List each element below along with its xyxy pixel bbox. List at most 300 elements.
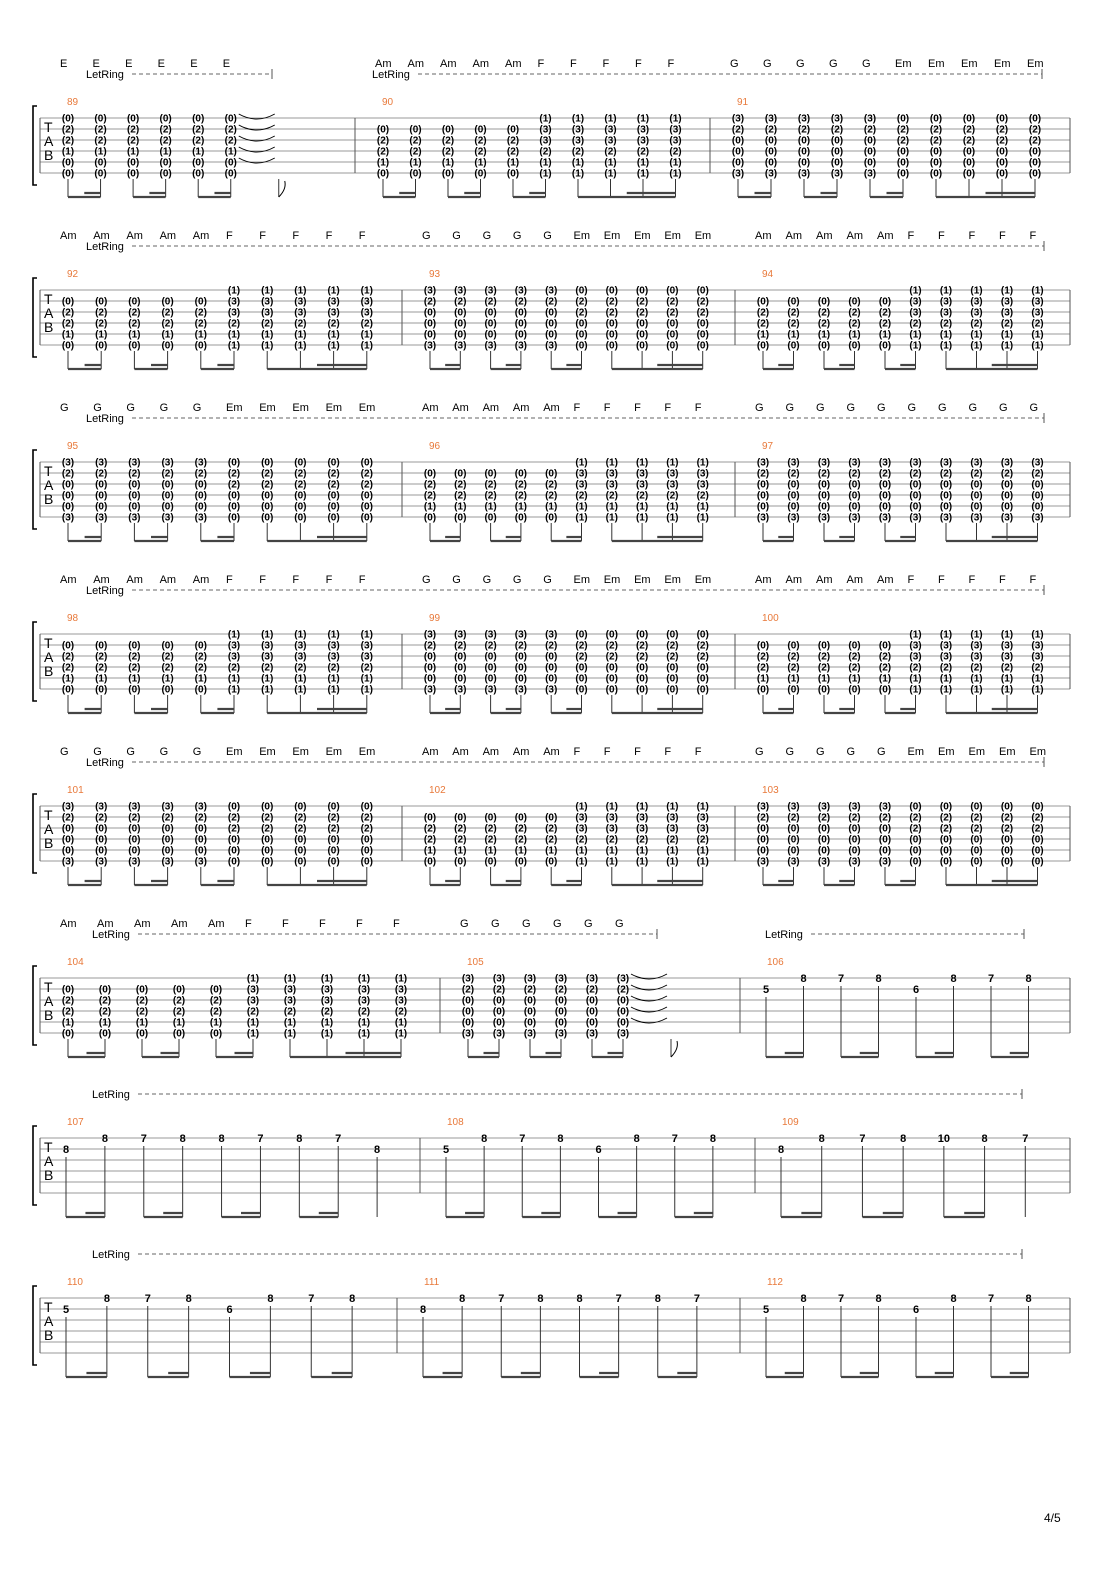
- fret-number: (0): [605, 318, 618, 330]
- fret-number: (2): [394, 1006, 408, 1018]
- fret-number: (1): [441, 157, 455, 169]
- fret-number: (0): [454, 318, 467, 330]
- tab-clef-letter: B: [44, 491, 54, 507]
- fret-number: (3): [95, 457, 108, 469]
- fret-number: (0): [227, 834, 241, 846]
- fret-number: (0): [94, 157, 107, 169]
- fret-number: 7: [308, 1293, 315, 1305]
- chord-name: F: [694, 746, 702, 758]
- fret-number: (0): [635, 673, 649, 685]
- fret-number: (0): [454, 662, 467, 674]
- tab-system: [33, 58, 1070, 197]
- fret-number: (1): [848, 673, 861, 685]
- chord-name: Am: [407, 58, 424, 70]
- fret-number: (0): [261, 856, 274, 868]
- fret-number: (3): [227, 307, 241, 319]
- chord-name: Am: [877, 574, 894, 586]
- fret-number: (3): [545, 629, 558, 641]
- fret-number: (0): [962, 113, 976, 125]
- fret-number: (2): [327, 479, 340, 491]
- fret-number: (0): [261, 845, 274, 857]
- fret-number: (2): [830, 124, 844, 136]
- fret-number: (2): [360, 468, 373, 480]
- fret-number: (2): [1000, 812, 1014, 824]
- fret-number: (3): [128, 801, 141, 813]
- fret-number: (3): [423, 340, 437, 352]
- fret-number: (0): [635, 285, 649, 297]
- fret-number: (3): [545, 684, 558, 696]
- fret-number: 7: [1022, 1133, 1029, 1145]
- fret-number: (0): [995, 113, 1009, 125]
- fret-number: (1): [327, 684, 340, 696]
- chord-name: Em: [634, 574, 651, 586]
- fret-number: (1): [327, 329, 340, 341]
- fret-number: (0): [360, 834, 373, 846]
- fret-number: (0): [360, 490, 373, 502]
- fret-number: (1): [394, 973, 408, 985]
- fret-number: (0): [585, 995, 599, 1007]
- chord-name: G: [938, 402, 947, 414]
- let-ring-label: LetRing: [86, 69, 124, 81]
- chord-name: Em: [226, 402, 243, 414]
- fret-number: (0): [896, 157, 910, 169]
- chord-name: G: [422, 230, 431, 242]
- fret-number: (1): [1031, 673, 1044, 685]
- fret-number: (2): [294, 812, 307, 824]
- fret-number: (0): [848, 845, 861, 857]
- fret-number: 7: [144, 1293, 151, 1305]
- fret-number: (3): [261, 651, 274, 663]
- fret-number: (2): [797, 124, 811, 136]
- fret-number: (2): [360, 662, 373, 674]
- fret-number: (2): [970, 823, 983, 835]
- fret-number: (2): [756, 812, 770, 824]
- fret-number: (1): [283, 973, 297, 985]
- fret-number: (0): [327, 457, 340, 469]
- fret-number: (3): [283, 995, 297, 1007]
- fret-number: (1): [575, 801, 588, 813]
- fret-number: (0): [1000, 501, 1014, 513]
- fret-number: (2): [1000, 318, 1014, 330]
- fret-number: (2): [192, 135, 205, 147]
- fret-number: (2): [360, 812, 373, 824]
- fret-number: (2): [441, 146, 455, 158]
- fret-number: (3): [320, 984, 334, 996]
- fret-number: (0): [227, 490, 241, 502]
- fret-number: (2): [95, 318, 108, 330]
- fret-number: 8: [537, 1293, 544, 1305]
- fret-number: (3): [787, 457, 800, 469]
- fret-number: (0): [787, 834, 800, 846]
- fret-number: 8: [777, 1144, 785, 1156]
- chord-name: G: [796, 58, 805, 70]
- fret-number: (2): [224, 135, 237, 147]
- fret-number: (2): [98, 995, 112, 1007]
- fret-number: (3): [764, 168, 778, 180]
- chord-name: G: [763, 58, 772, 70]
- fret-number: (3): [523, 973, 537, 985]
- fret-number: (1): [294, 340, 307, 352]
- fret-number: (2): [863, 124, 877, 136]
- fret-number: (0): [484, 856, 497, 868]
- fret-number: (1): [357, 1017, 371, 1029]
- fret-number: (0): [454, 512, 467, 524]
- fret-number: (0): [194, 845, 207, 857]
- tab-system: [33, 1249, 1070, 1377]
- fret-number: (0): [787, 845, 800, 857]
- fret-number: (3): [1031, 296, 1044, 308]
- fret-number: (3): [863, 168, 877, 180]
- fret-number: (0): [635, 629, 649, 641]
- fret-number: (2): [209, 995, 223, 1007]
- fret-number: (3): [554, 973, 568, 985]
- fret-number: (0): [878, 640, 892, 652]
- fret-number: 8: [218, 1133, 225, 1145]
- chord-name: F: [907, 230, 915, 242]
- fret-number: (0): [376, 168, 390, 180]
- fret-number: (0): [797, 157, 811, 169]
- fret-number: (3): [1031, 457, 1044, 469]
- fret-number: (2): [61, 662, 75, 674]
- chord-name: F: [634, 402, 641, 414]
- chord-name: G: [482, 574, 492, 586]
- fret-number: (2): [61, 995, 75, 1007]
- fret-number: (0): [995, 146, 1009, 158]
- fret-number: (1): [939, 684, 953, 696]
- fret-number: (2): [575, 640, 588, 652]
- fret-number: (0): [616, 1017, 630, 1029]
- fret-number: (1): [360, 329, 373, 341]
- fret-number: (2): [1031, 468, 1044, 480]
- tab-system: [33, 918, 1070, 1057]
- fret-number: (3): [731, 168, 745, 180]
- chord-name: G: [846, 746, 856, 758]
- tab-clef-letter: T: [44, 1139, 53, 1155]
- fret-number: (0): [635, 340, 649, 352]
- fret-number: (0): [1000, 801, 1014, 813]
- chord-name: Em: [358, 402, 376, 414]
- fret-number: (3): [939, 457, 953, 469]
- fret-number: (3): [605, 812, 618, 824]
- fret-number: (1): [1000, 329, 1014, 341]
- fret-number: 8: [459, 1293, 466, 1305]
- chord-name: Em: [325, 746, 343, 758]
- fret-number: (0): [787, 640, 800, 652]
- fret-number: (2): [161, 318, 174, 330]
- chord-name: F: [325, 230, 333, 242]
- fret-number: (0): [61, 340, 75, 352]
- fret-number: (2): [61, 651, 75, 663]
- chord-name: F: [259, 230, 266, 242]
- fret-number: (2): [1028, 124, 1042, 136]
- chord-name: Am: [93, 574, 110, 586]
- fret-number: (0): [514, 329, 528, 341]
- fret-number: (2): [756, 651, 770, 663]
- fret-number: (0): [227, 845, 241, 857]
- fret-number: (2): [878, 651, 892, 663]
- fret-number: (2): [484, 479, 497, 491]
- fret-number: (0): [878, 490, 892, 502]
- fret-number: 8: [800, 973, 807, 985]
- chord-name: G: [159, 746, 169, 758]
- chord-name: G: [862, 58, 871, 70]
- chord-name: G: [816, 746, 825, 758]
- fret-number: (3): [1000, 307, 1014, 319]
- fret-number: (1): [128, 329, 141, 341]
- fret-number: (1): [1031, 684, 1044, 696]
- fret-number: (0): [514, 812, 528, 824]
- fret-number: (0): [194, 834, 207, 846]
- fret-number: (0): [454, 651, 467, 663]
- tab-systems: [33, 58, 1070, 1377]
- fret-number: (2): [514, 296, 528, 308]
- fret-number: (2): [61, 135, 75, 147]
- fret-number: (0): [209, 1028, 223, 1040]
- fret-number: (3): [939, 651, 953, 663]
- fret-number: (1): [227, 285, 241, 297]
- fret-number: (1): [909, 340, 922, 352]
- chord-name: Em: [603, 230, 621, 242]
- fret-number: (1): [376, 157, 390, 169]
- fret-number: (2): [192, 124, 205, 136]
- chord-name: Em: [938, 746, 955, 758]
- fret-number: (2): [327, 318, 340, 330]
- fret-number: (0): [423, 812, 437, 824]
- measure-number: 111: [424, 1277, 440, 1288]
- fret-number: (3): [454, 340, 467, 352]
- fret-number: (0): [454, 673, 467, 685]
- chord-name: E: [190, 58, 198, 70]
- fret-number: (0): [605, 340, 618, 352]
- fret-number: (2): [962, 124, 976, 136]
- chord-name: G: [159, 402, 169, 414]
- fret-number: (2): [506, 146, 520, 158]
- fret-number: (3): [423, 684, 437, 696]
- fret-number: (1): [575, 457, 588, 469]
- fret-number: (2): [787, 318, 800, 330]
- fret-number: (3): [756, 457, 770, 469]
- fret-number: (0): [128, 296, 141, 308]
- fret-number: (0): [194, 479, 207, 491]
- fret-number: (0): [817, 490, 831, 502]
- fret-number: (0): [514, 673, 528, 685]
- fret-number: (0): [605, 662, 618, 674]
- fret-number: (1): [261, 329, 274, 341]
- fret-number: (3): [848, 801, 861, 813]
- fret-number: (0): [95, 845, 108, 857]
- fret-number: (2): [294, 823, 307, 835]
- chord-name: G: [460, 918, 469, 930]
- fret-number: (3): [360, 307, 373, 319]
- fret-number: (2): [126, 135, 140, 147]
- fret-number: (1): [1031, 629, 1044, 641]
- fret-number: (2): [545, 479, 558, 491]
- fret-number: 7: [257, 1133, 264, 1145]
- tab-clef-letter: A: [44, 993, 54, 1009]
- chord-name: F: [356, 918, 363, 930]
- fret-number: (0): [61, 640, 75, 652]
- chord-name: G: [512, 230, 522, 242]
- fret-number: (1): [635, 856, 649, 868]
- fret-number: (0): [635, 329, 649, 341]
- chord-name: Em: [226, 746, 243, 758]
- fret-number: (0): [159, 168, 172, 180]
- fret-number: 6: [912, 984, 920, 996]
- fret-number: (1): [817, 329, 831, 341]
- fret-number: (3): [585, 1028, 599, 1040]
- fret-number: (3): [492, 1028, 506, 1040]
- fret-number: (3): [666, 823, 679, 835]
- fret-number: (2): [159, 124, 172, 136]
- chord-name: G: [491, 918, 500, 930]
- fret-number: (0): [554, 1017, 568, 1029]
- chord-name: F: [573, 402, 581, 414]
- fret-number: (3): [360, 296, 373, 308]
- fret-number: (0): [817, 501, 831, 513]
- chord-name: G: [452, 230, 461, 242]
- let-ring-label: LetRing: [92, 929, 130, 941]
- fret-number: (0): [878, 340, 892, 352]
- fret-number: 7: [693, 1293, 700, 1305]
- fret-number: (0): [454, 307, 467, 319]
- fret-number: (0): [909, 501, 922, 513]
- fret-number: (0): [787, 684, 800, 696]
- fret-number: (1): [1031, 340, 1044, 352]
- chord-name: G: [968, 402, 978, 414]
- fret-number: (1): [246, 973, 260, 985]
- fret-number: (1): [909, 684, 922, 696]
- fret-number: (3): [909, 640, 922, 652]
- fret-number: (1): [635, 845, 649, 857]
- chord-name: Em: [259, 746, 276, 758]
- fret-number: (0): [545, 651, 558, 663]
- fret-number: (0): [461, 1006, 475, 1018]
- fret-number: (2): [666, 834, 679, 846]
- fret-number: (2): [227, 812, 241, 824]
- chord-name: Em: [1027, 58, 1044, 70]
- fret-number: (2): [409, 135, 422, 147]
- fret-number: (0): [294, 845, 307, 857]
- system-bracket: [33, 622, 37, 701]
- fret-number: 8: [900, 1133, 907, 1145]
- fret-number: (0): [128, 340, 141, 352]
- fret-number: (0): [696, 340, 709, 352]
- fret-number: (0): [484, 512, 497, 524]
- fret-number: (3): [514, 340, 528, 352]
- fret-number: (2): [161, 812, 174, 824]
- fret-number: (1): [95, 329, 108, 341]
- fret-number: (3): [357, 995, 371, 1007]
- chord-name: E: [157, 58, 165, 70]
- fret-number: (2): [575, 296, 588, 308]
- fret-number: (0): [666, 629, 679, 641]
- fret-number: (0): [161, 490, 174, 502]
- fret-number: (3): [970, 296, 983, 308]
- fret-number: (2): [571, 146, 585, 158]
- fret-number: (2): [61, 812, 75, 824]
- fret-number: (0): [1031, 490, 1044, 502]
- fret-number: (1): [294, 629, 307, 641]
- fret-number: (0): [327, 801, 340, 813]
- fret-number: (2): [227, 823, 241, 835]
- fret-number: (0): [585, 1006, 599, 1018]
- fret-number: (0): [909, 490, 922, 502]
- chord-name: Em: [292, 746, 309, 758]
- chord-name: Em: [325, 402, 343, 414]
- fret-number: (2): [575, 834, 588, 846]
- fret-number: (1): [1000, 629, 1014, 641]
- fret-number: (3): [878, 856, 892, 868]
- fret-number: (2): [878, 812, 892, 824]
- fret-number: (2): [227, 468, 241, 480]
- fret-number: (2): [635, 834, 649, 846]
- fret-number: (0): [787, 479, 800, 491]
- fret-number: (1): [294, 673, 307, 685]
- fret-number: (0): [939, 501, 953, 513]
- fret-number: (3): [554, 1028, 568, 1040]
- fret-number: (2): [454, 479, 467, 491]
- chord-name: Em: [961, 58, 978, 70]
- fret-number: (3): [327, 651, 340, 663]
- fret-number: (2): [787, 662, 800, 674]
- tab-system: [33, 574, 1070, 713]
- fret-number: (2): [360, 823, 373, 835]
- fret-number: 7: [615, 1293, 622, 1305]
- fret-number: (1): [327, 285, 340, 297]
- fret-number: (3): [616, 973, 630, 985]
- fret-number: (3): [830, 113, 844, 125]
- fret-number: (2): [135, 995, 149, 1007]
- fret-number: 8: [818, 1133, 825, 1145]
- fret-number: (2): [962, 135, 976, 147]
- fret-number: (0): [929, 168, 943, 180]
- fret-number: (0): [1028, 157, 1042, 169]
- chord-name: G: [126, 746, 135, 758]
- fret-number: (0): [817, 479, 831, 491]
- fret-number: (0): [454, 812, 467, 824]
- fret-number: (1): [666, 501, 679, 513]
- chord-name: F: [292, 230, 300, 242]
- fret-number: (1): [394, 1017, 408, 1029]
- measure-number: 107: [67, 1117, 84, 1128]
- chord-name: Am: [482, 402, 500, 414]
- fret-number: (2): [909, 318, 922, 330]
- chord-name: Am: [785, 574, 802, 586]
- fret-number: (1): [575, 856, 588, 868]
- chord-name: Em: [1029, 746, 1046, 758]
- fret-number: (3): [261, 307, 274, 319]
- chord-name: Am: [472, 58, 489, 70]
- fret-number: (0): [605, 629, 618, 641]
- fret-number: (0): [878, 823, 892, 835]
- fret-number: (0): [514, 856, 528, 868]
- fret-number: (2): [454, 296, 467, 308]
- fret-number: (1): [666, 801, 679, 813]
- fret-number: (0): [1031, 845, 1044, 857]
- fret-number: (3): [666, 479, 679, 491]
- fret-number: (2): [848, 662, 861, 674]
- fret-number: (2): [939, 662, 953, 674]
- fret-number: (0): [817, 684, 831, 696]
- fret-number: (3): [970, 457, 983, 469]
- fret-number: (2): [474, 146, 487, 158]
- fret-number: (0): [696, 673, 709, 685]
- fret-number: (0): [696, 285, 709, 297]
- fret-number: 8: [349, 1293, 356, 1305]
- fret-number: (1): [283, 1017, 297, 1029]
- fret-number: (0): [61, 479, 75, 491]
- fret-number: (3): [616, 1028, 630, 1040]
